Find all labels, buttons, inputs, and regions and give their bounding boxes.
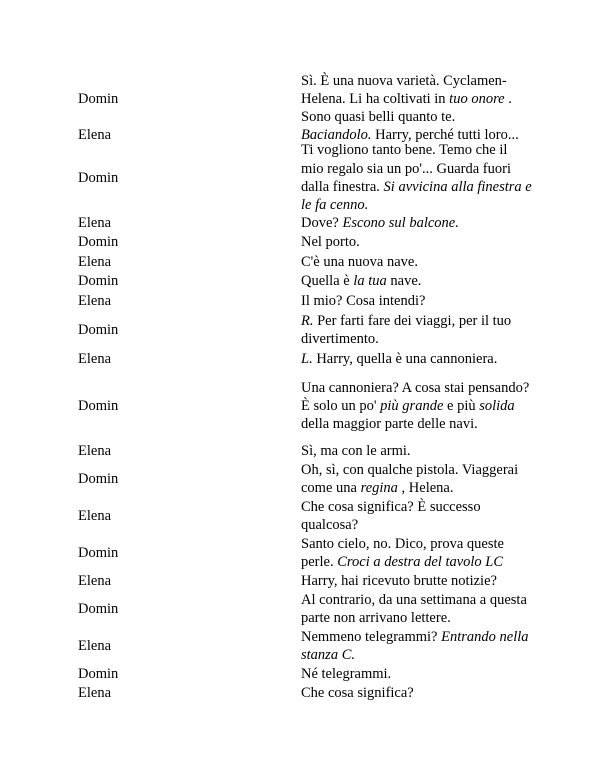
speaker-name: Elena [78, 350, 112, 367]
line-text: Nemmeno telegrammi? [301, 628, 442, 645]
speaker-name: Domin [78, 321, 119, 338]
stage-direction: regina [360, 480, 398, 496]
dialogue-row [0, 684, 600, 702]
line-text: Che cosa significa? [301, 684, 414, 701]
speaker-name: Domin [78, 544, 119, 561]
speaker-name: Domin [78, 665, 119, 682]
speaker-name: Domin [78, 169, 119, 186]
speaker-name: Elena [78, 684, 112, 701]
dialogue-row [0, 665, 600, 683]
speaker-name: Elena [78, 126, 112, 143]
dialogue-line [301, 379, 533, 434]
speaker-name: Domin [78, 90, 119, 107]
dialogue-row [0, 461, 600, 497]
speaker-name: Elena [78, 442, 112, 459]
dialogue-row [0, 311, 600, 349]
stage-direction: solida [479, 397, 515, 414]
dialogue-line [301, 141, 533, 214]
dialogue-row [0, 71, 600, 127]
line-text: . Sono quasi belli quanto te. [301, 90, 512, 126]
line-text: e più [443, 397, 480, 414]
dialogue-row [0, 369, 600, 443]
dialogue-line [301, 253, 533, 271]
dialogue-row [0, 291, 600, 311]
line-text: Il mio? Cosa intendi? [301, 292, 426, 309]
line-text: , Helena. [397, 480, 454, 496]
speaker-name: Domin [78, 600, 119, 617]
dialogue-line [301, 498, 533, 535]
dialogue-row [0, 252, 600, 272]
line-text: Dove? [301, 214, 343, 231]
stage-direction: Si avvicina alla finestra e le fa cenno. [301, 179, 532, 214]
dialogue-line [301, 233, 533, 251]
dialogue-row [0, 572, 600, 590]
line-text: Sì, ma con le armi. [301, 442, 411, 459]
dialogue-row [0, 442, 600, 460]
dialogue-line [301, 214, 533, 232]
dialogue-row [0, 535, 600, 571]
stage-direction: tuo onore [449, 90, 505, 107]
dialogue-line [301, 535, 533, 572]
line-text: Una cannoniera? A cosa stai pensando? È solo un po' [301, 379, 530, 414]
speaker-name: Elena [78, 292, 112, 309]
line-text: Per farti fare dei viaggi, per il tuo divertimento. [301, 312, 512, 347]
dialogue-row [0, 350, 600, 368]
dialogue-row [0, 591, 600, 627]
line-text: Santo cielo, no. Dico, prova queste perle. [301, 535, 504, 570]
dialogue-line [301, 350, 533, 368]
dialogue-line [301, 572, 533, 590]
dialogue-line [301, 442, 533, 460]
line-text: Sì. È una nuova varietà. Cyclamen-Helena. Li ha coltivati in [301, 72, 507, 107]
stage-direction: R. [301, 312, 314, 329]
dialogue-line [301, 628, 533, 665]
stage-direction: Escono sul balcone. [342, 214, 459, 231]
line-text: Che cosa significa? È successo qualcosa? [301, 498, 481, 533]
dialogue-row [0, 498, 600, 534]
line-text: della maggior parte delle navi. [301, 416, 478, 433]
dialogue-line [301, 684, 533, 702]
stage-direction: la tua [353, 272, 387, 289]
stage-direction: più grande [380, 397, 444, 414]
speaker-name: Elena [78, 253, 112, 270]
dialogue-line [301, 591, 533, 628]
line-text: Ti vogliono tanto bene. Temo che il mio regalo sia un po'... Guarda fuori dalla finestra. [301, 142, 511, 195]
dialogue-line [301, 461, 533, 498]
dialogue-line [301, 312, 533, 349]
dialogue-row [0, 144, 600, 212]
dialogue-row [0, 233, 600, 251]
stage-direction: Entrando nella stanza C. [301, 628, 529, 663]
line-text: Harry, quella è una cannoniera. [312, 350, 498, 367]
dialogue-line [301, 272, 533, 290]
dialogue-row [0, 213, 600, 233]
speaker-name: Elena [78, 507, 112, 524]
speaker-name: Elena [78, 214, 112, 231]
speaker-name: Domin [78, 397, 119, 414]
speaker-name: Domin [78, 233, 119, 250]
stage-direction: Baciandolo. [301, 126, 372, 143]
stage-direction: Croci a destra del tavolo LC [337, 554, 504, 570]
line-text: nave. [386, 272, 422, 289]
line-text: Quella è [301, 272, 354, 289]
line-text: Harry, hai ricevuto brutte notizie? [301, 572, 497, 589]
speaker-name: Elena [78, 572, 112, 589]
speaker-name: Domin [78, 470, 119, 487]
line-text: Né telegrammi. [301, 665, 392, 682]
dialogue-row [0, 272, 600, 290]
speaker-name: Elena [78, 637, 112, 654]
line-text: Oh, sì, con qualche pistola. Viaggerai come una [301, 461, 519, 496]
line-text: Al contrario, da una settimana a questa parte non arrivano lettere. [301, 591, 527, 626]
dialogue-row [0, 628, 600, 664]
line-text: Harry, perché tutti loro... [371, 126, 519, 143]
line-text: C'è una nuova nave. [301, 253, 418, 270]
dialogue-line [301, 665, 533, 683]
line-text: Nel porto. [301, 233, 360, 250]
dialogue-line [301, 72, 533, 127]
stage-direction: L. [301, 350, 313, 367]
dialogue-line [301, 292, 533, 310]
speaker-name: Domin [78, 272, 119, 289]
